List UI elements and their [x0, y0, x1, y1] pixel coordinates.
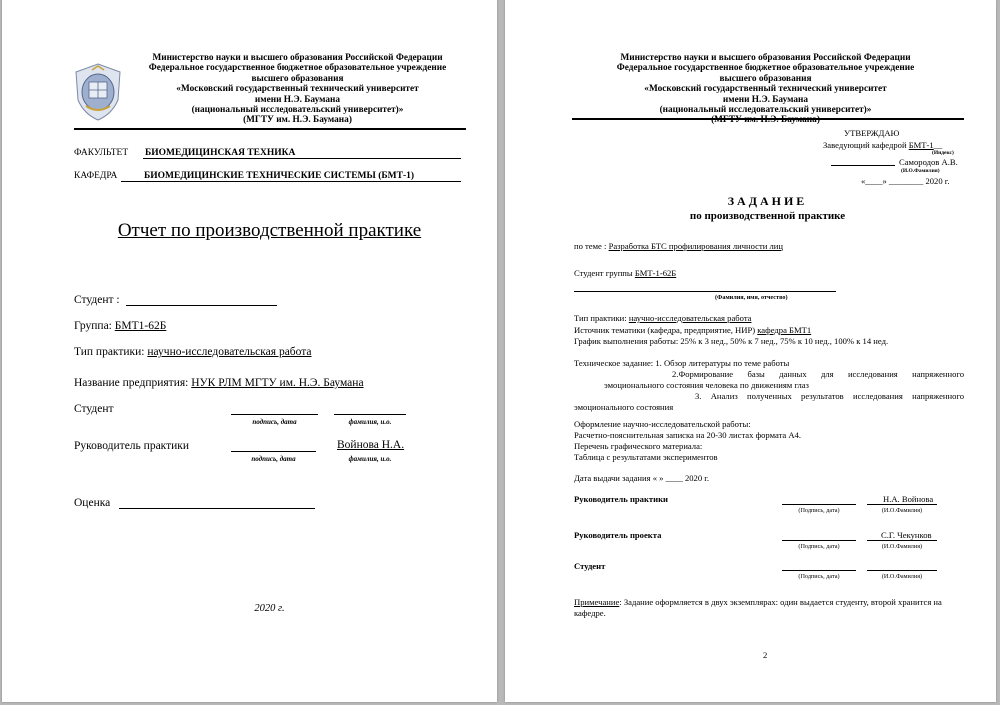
institution-line: Министерство науки и высшего образования Российской Федерации [620, 53, 911, 63]
header-rule [74, 128, 466, 130]
topic-row [574, 241, 783, 251]
report-title: Отчет по производственной практике [117, 220, 422, 241]
institution-line: высшего образования [719, 73, 812, 84]
assignment-title: ЗАДАНИЕ [727, 194, 808, 208]
student-surname-line [334, 414, 406, 415]
name-caption: (Фамилия, имя, отчество) [715, 294, 788, 301]
group-value: БМТ1-62Б [114, 320, 167, 332]
faculty-row [74, 148, 128, 158]
department-label: КАФЕДРА [74, 171, 118, 181]
title-page [2, 0, 497, 702]
student-signature-line [231, 414, 318, 415]
sign-student-label: Студент [74, 403, 114, 415]
practice-details [574, 313, 974, 348]
practice-type-value: научно-исследовательская работа [147, 346, 312, 358]
caption-signature-date: (Подпись, дата) [798, 507, 840, 514]
head-dept: БМТ-1 [908, 140, 934, 150]
format-3: Таблица с результатами экспериментов [574, 452, 718, 462]
source-value: кафедра БМТ1 [757, 324, 812, 335]
initials-caption: (И.О.Фамилия) [901, 168, 940, 174]
department-row [74, 171, 117, 181]
project-lead-name: С.Г. Чекунков [881, 530, 932, 540]
task-3-b: эмоционального состояния [574, 402, 674, 412]
institution-line: имени Н.Э. Баумана [722, 94, 809, 105]
grade-label: Оценка [74, 497, 111, 509]
caption-surname: фамилия, и.о. [348, 418, 392, 426]
enterprise-label: Название предприятия: [74, 377, 189, 389]
technical-task [574, 358, 964, 413]
faculty-label: ФАКУЛЬТЕТ [74, 148, 129, 158]
project-lead-name-line [867, 540, 937, 541]
assignment-subtitle: по производственной практике [689, 210, 846, 222]
task-label: Техническое задание: [574, 358, 654, 368]
task-2-b: эмоционального состояния человека по движениям глаз [604, 380, 809, 390]
head-name: Самородов А.В. [899, 157, 958, 167]
supervisor-name: Войнова Н.А. [337, 439, 405, 451]
group-row [74, 320, 166, 332]
institution-header [598, 53, 933, 126]
institution-line: имени Н.Э. Баумана [254, 94, 341, 105]
institution-line: Федеральное государственное бюджетное образовательное учреждение [616, 63, 915, 74]
student-label: Студент : [74, 294, 120, 306]
institution-line: «Московский государственный технический университет [176, 84, 419, 95]
institution-line: Министерство науки и высшего образования Российской Федерации [152, 53, 443, 63]
caption-signature-date: (Подпись, дата) [798, 573, 840, 580]
faculty-value: БИОМЕДИЦИНСКАЯ ТЕХНИКА [145, 148, 296, 158]
source-label: Источник тематики (кафедра, предприятие, НИР) [574, 324, 756, 335]
schedule: График выполнения работы: 25% к 3 нед., 50% к 7 нед., 75% к 10 нед., 100% к 14 нед. [574, 336, 889, 346]
task-row-1 [574, 358, 964, 369]
supervisor-label: Руководитель практики [574, 494, 669, 504]
work-format [574, 419, 974, 463]
institution-line: «Московский государственный технический университет [644, 84, 887, 95]
index-caption: (Индекс) [932, 150, 954, 156]
student-group-value: БМТ-1-62Б [634, 268, 677, 278]
task-1: 1. Обзор литературы по теме работы [655, 358, 790, 368]
note-text: : Задание оформляется в двух экземплярах: один выдается студенту, второй хранится на кафедре. [574, 597, 942, 618]
group-label: Группа: [74, 320, 112, 332]
approve-date: «____» ________ 2020 г. [861, 176, 950, 186]
student-name-line [126, 305, 277, 306]
topic-value: Разработка БТС профилирования личности лиц [608, 241, 783, 251]
page-number: 2 [763, 650, 768, 660]
supervisor-name-line [867, 504, 937, 505]
caption-surname: фамилия, и.о. [348, 455, 392, 463]
head-label: Заведующий кафедрой [823, 140, 907, 150]
student-group-row [574, 268, 676, 278]
student-label: Студент [574, 561, 606, 571]
note-label: Примечание [574, 597, 620, 607]
supervisor-signature-line [782, 504, 856, 505]
department-value: БИОМЕДИЦИНСКИЕ ТЕХНИЧЕСКИЕ СИСТЕМЫ (БМТ-1) [144, 171, 415, 181]
caption-signature-date: подпись, дата [251, 455, 296, 463]
caption-initials: (И.О.Фамилия) [881, 543, 923, 550]
practice-type-label: Тип практики: [574, 313, 627, 323]
student-signature-line [782, 570, 856, 571]
institution-line: (национальный исследовательский университет)» [659, 105, 872, 116]
institution-line: (национальный исследовательский университет)» [191, 105, 404, 116]
institution-line: высшего образования [251, 73, 344, 84]
bmstu-crest-icon [72, 62, 124, 122]
student-name-line [574, 291, 836, 292]
format-1: Расчетно-пояснительная записка на 20-30 листах формата А4. [574, 430, 802, 440]
source-row [574, 325, 974, 337]
student-name-line [867, 570, 937, 571]
header-rule [572, 118, 964, 120]
faculty-underline [143, 158, 461, 159]
year: 2020 г. [254, 603, 285, 614]
issue-date: Дата выдачи задания « » ____ 2020 г. [574, 473, 709, 483]
institution-line: (МГТУ им. Н.Э. Баумана) [243, 115, 352, 126]
practice-type-value: научно-исследовательская работа [628, 313, 752, 323]
grade-line [119, 508, 315, 509]
assignment-page [505, 0, 996, 702]
department-underline [121, 181, 461, 182]
student-group-label: Студент группы [574, 268, 633, 278]
institution-header [130, 53, 465, 126]
enterprise-row [74, 377, 364, 389]
caption-signature-date: подпись, дата [252, 418, 297, 426]
note [574, 597, 966, 619]
supervisor-name: Н.А. Войнова [883, 494, 934, 504]
project-lead-label: Руководитель проекта [574, 530, 662, 540]
supervisor-signature-line [231, 451, 316, 452]
format-label: Оформление научно-исследовательской работы: [574, 419, 751, 429]
caption-initials: (И.О.Фамилия) [881, 573, 923, 580]
practice-type-label: Тип практики: [74, 346, 145, 358]
practice-type-row [574, 313, 974, 325]
approve-label: УТВЕРЖДАЮ [844, 128, 900, 138]
head-signature-line [831, 165, 895, 166]
caption-signature-date: (Подпись, дата) [798, 543, 840, 550]
institution-line: (МГТУ им. Н.Э. Баумана) [711, 115, 820, 126]
practice-type-row [74, 346, 312, 358]
project-lead-signature-line [782, 540, 856, 541]
enterprise-value: НУК РЛМ МГТУ им. Н.Э. Баумана [191, 377, 364, 389]
sign-supervisor-label: Руководитель практики [74, 440, 190, 452]
task-2-a: 2.Формирование базы данных для исследования напряженного [672, 369, 964, 379]
task-3-a: 3. Анализ полученных результатов исследования напряженного [695, 391, 964, 401]
head-row: Заведующий кафедрой БМТ-1__ [823, 140, 943, 150]
format-2: Перечень графического материала: [574, 441, 703, 451]
caption-initials: (И.О.Фамилия) [881, 507, 923, 514]
topic-label: по теме : [574, 241, 607, 251]
institution-line: Федеральное государственное бюджетное образовательное учреждение [148, 63, 447, 74]
